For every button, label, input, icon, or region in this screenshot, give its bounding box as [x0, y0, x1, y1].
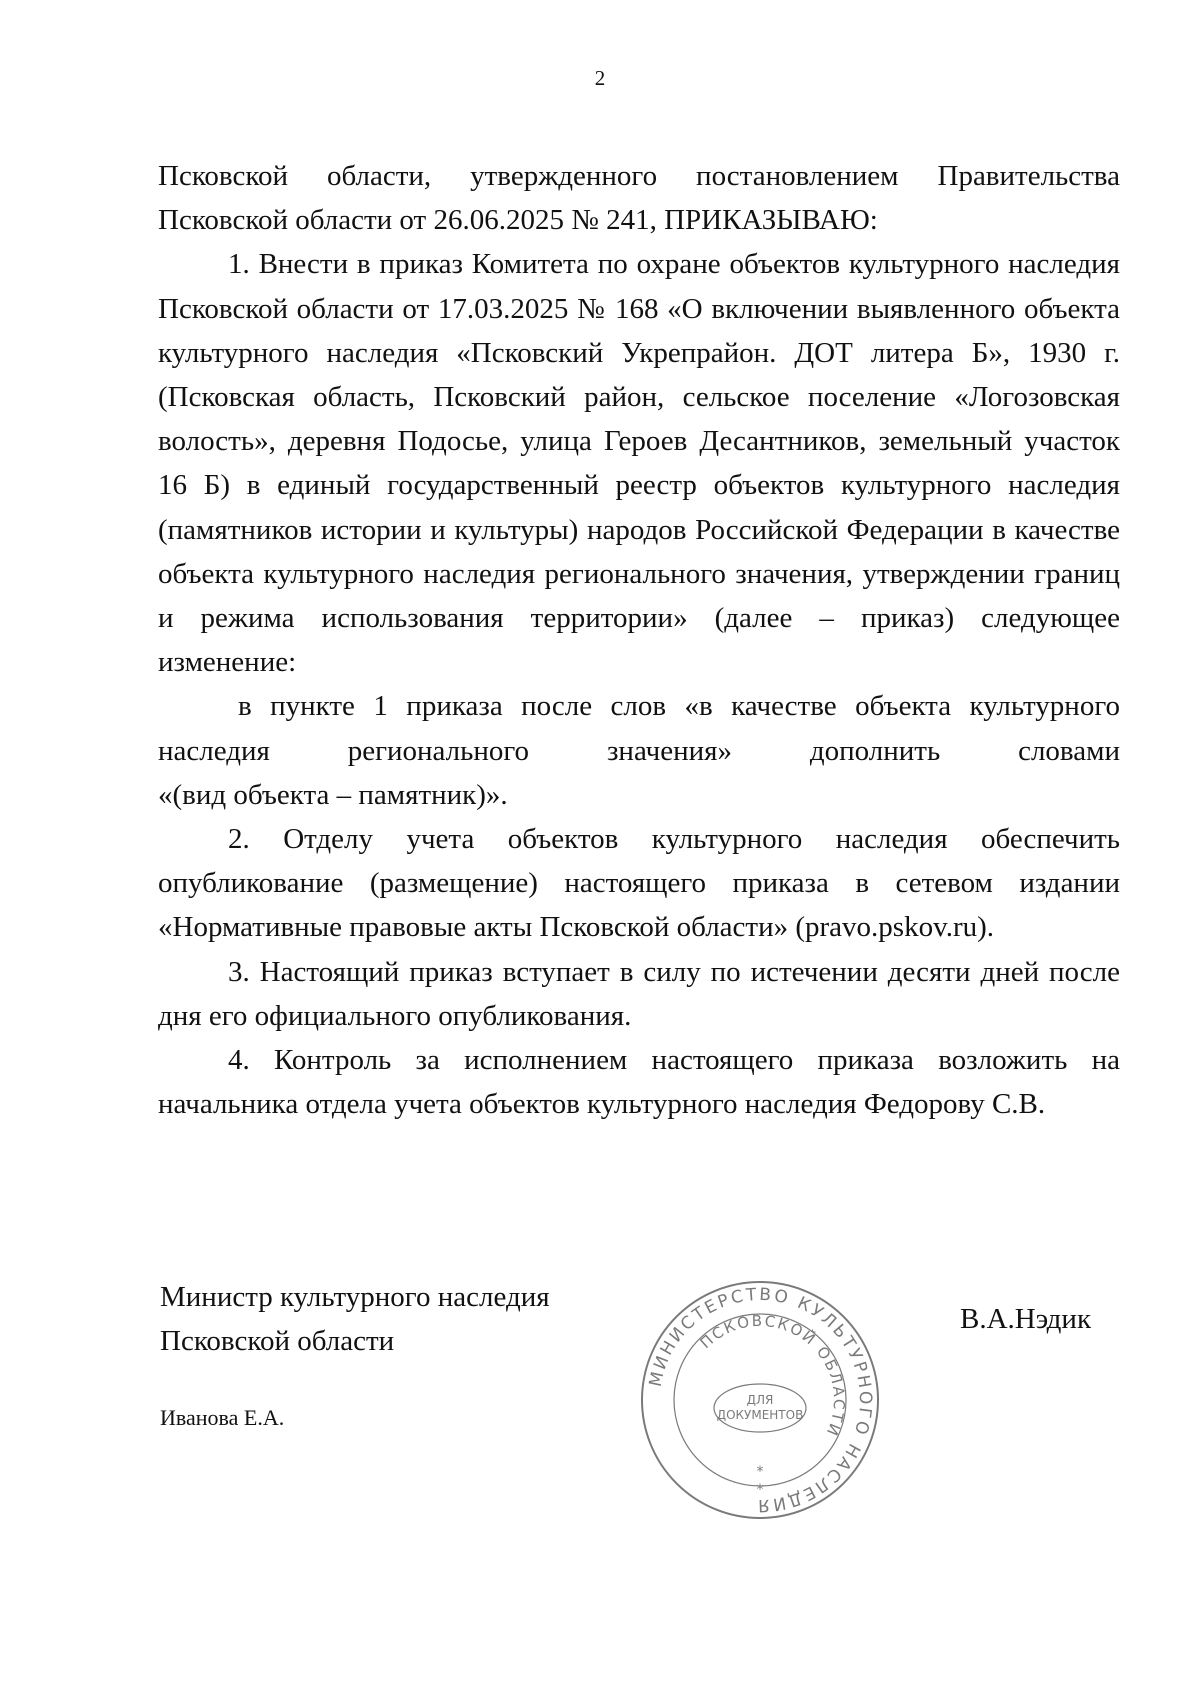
paragraph-item-4: 4. Контроль за исполнением настоящего приказа возложить на начальника отдела учета объектов культурного наследия Федорову С.В. [158, 1044, 1120, 1121]
paragraph-item-1: 1. Внести в приказ Комитета по охране объектов культурного наследия Псковской области от 17.03.2025 № 168 «О включении выявленного объекта культурного наследия «Псковский Укрепрайон. ДОТ литера Б», 1930 г. (Псковская область, Псковский район, сельское поселение «Логозовская волость», деревня Подосье, улица Героев Десантников, земельный участок 16 Б) в единый государственный реестр объектов культурного наследия (памятников истории и культуры) народов Российской Федерации в качестве объекта культурного наследия регионального значения, утверждении границ и режима использования территории» (далее – приказ) следующее изменение: [158, 248, 1120, 679]
seal-inner-text: ПСКОВСКОЙ ОБЛАСТИ [696, 1311, 849, 1440]
executor-name: Иванова Е.А. [160, 1405, 285, 1430]
signatory-position-line2: Псковской области [160, 1325, 395, 1357]
paragraph-item-3: 3. Настоящий приказ вступает в силу по истечении десяти дней после дня его официального опубликования. [158, 955, 1120, 1032]
paragraph-amendment-words: «(вид объекта – памятник)». [158, 778, 508, 811]
seal-center-line1: ДЛЯ [746, 1393, 774, 1407]
seal-center-line2: ДОКУМЕНТОВ [716, 1408, 804, 1422]
seal-star-2: * [756, 1482, 764, 1498]
seal-star-1: * [756, 1464, 764, 1480]
official-seal [640, 1280, 880, 1520]
signatory-name: В.А.Нэдик [960, 1303, 1092, 1335]
page-number: 2 [594, 66, 606, 90]
paragraph-amendment: в пункте 1 приказа после слов «в качестве объекта культурного наследия регионального значения» дополнить словами [158, 690, 1120, 767]
signatory-position-line1: Министр культурного наследия [160, 1281, 550, 1313]
paragraph-intro: Псковской области, утвержденного постановлением Правительства Псковской области от 26.06.2025 № 241, ПРИКАЗЫВАЮ: [158, 160, 1120, 237]
signatory-position [160, 1275, 600, 1363]
seal-outer-text: МИНИСТЕРСТВО КУЛЬТУРНОГО НАСЛЕДИЯ [645, 1284, 876, 1516]
paragraph-item-2: 2. Отделу учета объектов культурного наследия обеспечить опубликование (размещение) настоящего приказа в сетевом издании «Нормативные правовые акты Псковской области» (pravo.pskov.ru). [158, 823, 1120, 944]
document-body [158, 154, 1120, 1126]
